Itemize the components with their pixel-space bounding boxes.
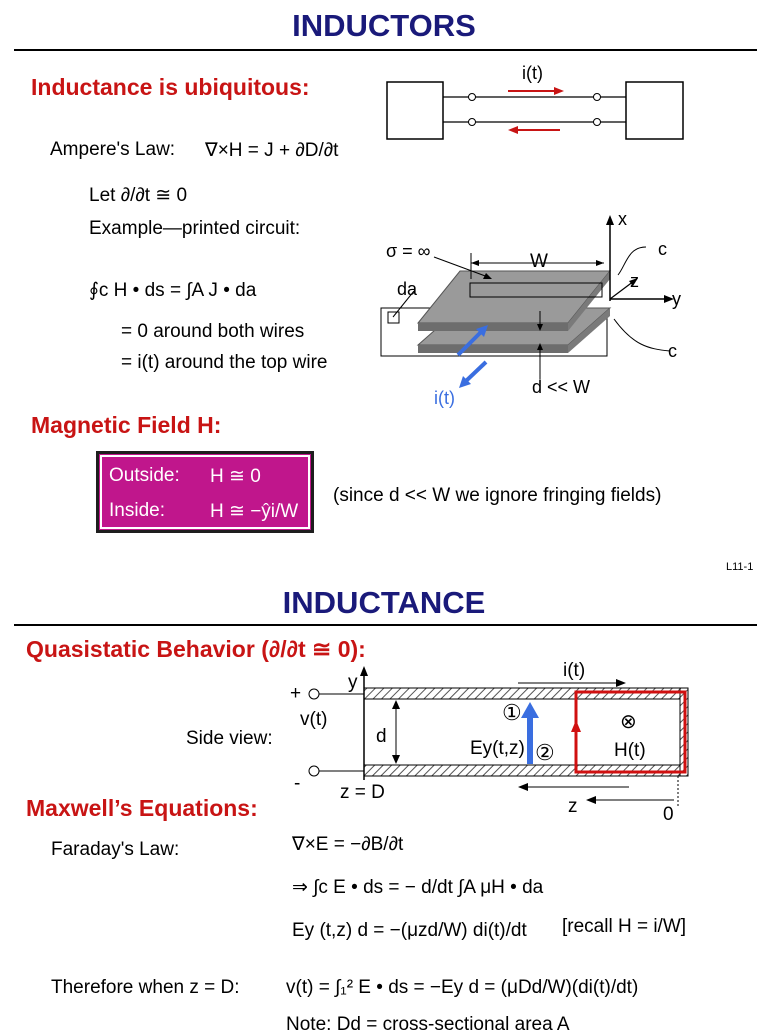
example-line: Example—printed circuit:: [89, 218, 301, 239]
d-label: d: [376, 726, 387, 747]
implies-equation: ⇒ ∫c E • ds = − d/dt ∫A μH • da: [292, 877, 544, 898]
ampere-equation: ∇×H = J + ∂D/∂t: [205, 140, 339, 161]
c-top-label: c: [658, 239, 667, 259]
printed-circuit-figure: [378, 205, 698, 415]
da-label: da: [397, 279, 418, 299]
circuit-right-box: [626, 82, 683, 139]
heading-quasistatic: Quasistatic Behavior (∂/∂t ≅ 0):: [26, 636, 366, 662]
Ht-label: H(t): [614, 740, 646, 761]
zero-label: 0: [663, 804, 674, 820]
circuit-diagram: [380, 60, 690, 150]
da-square: [388, 312, 399, 323]
Ey-label: Ey(t,z): [470, 738, 525, 759]
plus-terminal: +: [290, 683, 302, 704]
sigma-label: σ = ∞: [386, 241, 431, 261]
heading-magnetic-field: Magnetic Field H:: [31, 412, 222, 438]
vt-label: v(t): [300, 709, 328, 730]
side-view-figure: [284, 660, 704, 820]
slide-number: L11-1: [726, 561, 754, 573]
slide2-title: INDUCTANCE: [282, 585, 486, 620]
heading-inductance-ubiquitous: Inductance is ubiquitous:: [31, 74, 310, 100]
box-outside-eq: H ≅ 0: [210, 466, 261, 487]
otimes-symbol: ⊗: [620, 711, 637, 733]
let-line: Let ∂/∂t ≅ 0: [89, 185, 188, 206]
box-inside-eq: H ≅ −ŷi/W: [210, 501, 299, 522]
slide1-title-rule: [14, 49, 757, 51]
side-view-label: Side view:: [186, 728, 273, 749]
box-inside-label: Inside:: [109, 500, 165, 521]
therefore-equation: v(t) = ∫₁² E • ds = −Ey d = (μDd/W)(di(t)/dt): [286, 977, 639, 998]
circuit-current-label: i(t): [522, 63, 543, 83]
heading-maxwell: Maxwell’s Equations:: [26, 795, 258, 821]
fringing-note: (since d << W we ignore fringing fields): [333, 485, 662, 506]
circle-two: ②: [535, 740, 555, 765]
recall-note: [recall H = i/W]: [562, 916, 687, 937]
integral-equation: ∮c H • ds = ∫A J • da: [89, 280, 257, 301]
it-around-top-wire: = i(t) around the top wire: [121, 352, 328, 373]
W-label: W: [530, 251, 548, 272]
slide1-title: INDUCTORS: [292, 8, 476, 43]
c-bottom-label: c: [668, 341, 677, 361]
cross-section-note: Note: Dd = cross-sectional area A: [286, 1014, 570, 1035]
z-label: z: [568, 796, 578, 817]
faraday-equation: ∇×E = −∂B/∂t: [292, 834, 404, 855]
it-label: i(t): [563, 660, 586, 681]
circuit-left-box: [387, 82, 443, 139]
Ey-equation: Ey (t,z) d = −(μzd/W) di(t)/dt: [292, 920, 527, 941]
zero-around-wires: = 0 around both wires: [121, 321, 305, 342]
magnetic-field-box: [96, 451, 314, 533]
faraday-label: Faraday's Law:: [51, 839, 180, 860]
circle-one: ①: [502, 700, 522, 725]
box-outside-label: Outside:: [109, 465, 180, 486]
y-axis-label: y: [672, 289, 681, 309]
ampere-label: Ampere's Law:: [50, 139, 176, 160]
z-axis-label: z: [630, 271, 639, 291]
d-W-label: d << W: [532, 377, 591, 397]
zD-label: z = D: [340, 782, 385, 803]
slide2-title-rule: [14, 624, 757, 626]
it-blue-label: i(t): [434, 388, 455, 408]
x-axis-label: x: [618, 209, 627, 229]
therefore-label: Therefore when z = D:: [51, 977, 240, 998]
y-label: y: [348, 672, 358, 693]
minus-terminal: -: [294, 773, 301, 794]
